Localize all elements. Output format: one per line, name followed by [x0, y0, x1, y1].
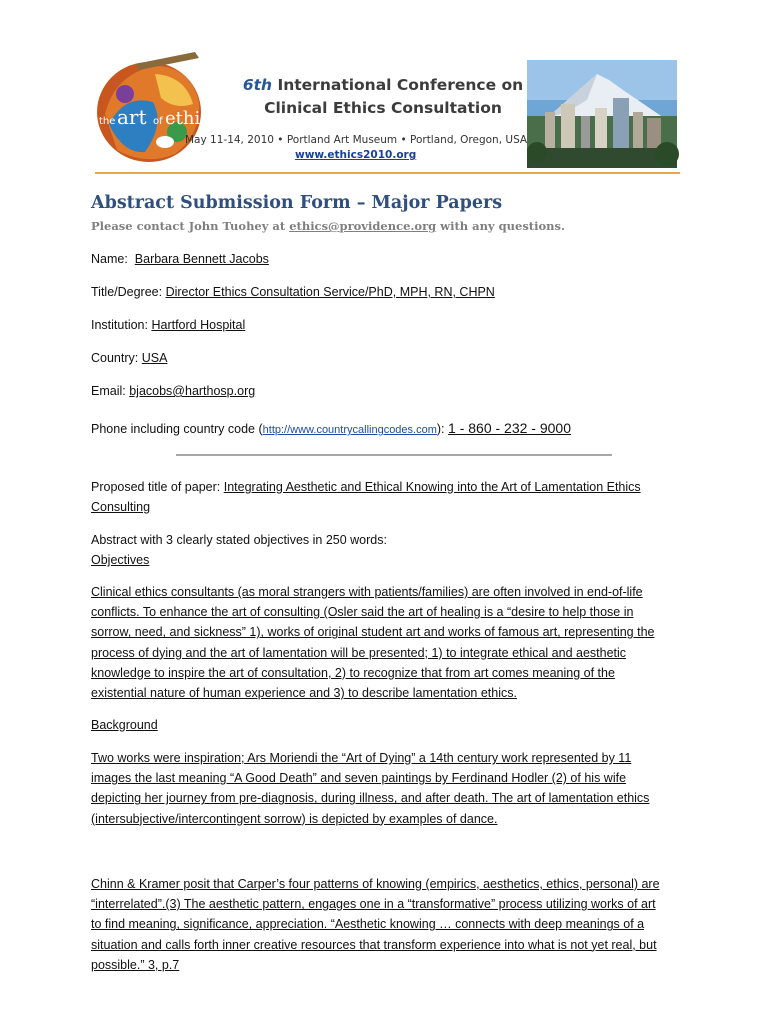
section-divider: [176, 454, 612, 456]
logo-word-of: of: [153, 116, 163, 127]
country-field: [91, 351, 167, 365]
conference-ordinal: 6th: [242, 76, 273, 94]
country-codes-link[interactable]: http://www.countrycallingcodes.com: [262, 424, 437, 436]
background-line: depicting her journey from pre-diagnosis, during illness, and after death. The art of lamentation ethics: [91, 791, 650, 806]
form-title: Abstract Submission Form – Major Papers: [91, 193, 503, 213]
abstract-label: [91, 530, 687, 570]
chinn-line: Chinn & Kramer posit that Carper’s four patterns of knowing (empirics, aesthetics, ethics, personal) are: [91, 877, 660, 891]
objectives-line: existential nature of human experience and 3) to describe lamentation ethics.: [91, 686, 517, 701]
logo-word-ethics: ethics: [165, 108, 220, 129]
background-line: images the last meaning “A Good Death” and seven paintings by Ferdinand Hodler (2) of his wife: [91, 771, 627, 786]
contact-prefix: Please contact John Tuohey at: [91, 219, 290, 233]
institution-label: Institution:: [91, 318, 148, 332]
objectives-line: sorrow, need, and sickness” 1), works of original student art and works of famous art, representing the: [91, 625, 655, 640]
background-line: Two works were inspiration; Ars Moriendi the “Art of Dying” a 14th century work represented by 11: [91, 751, 632, 765]
objectives-paragraph[interactable]: [91, 582, 687, 703]
contact-suffix: with any questions.: [436, 219, 566, 233]
name-value[interactable]: Barbara Bennett Jacobs: [134, 252, 269, 266]
name-label: Name:: [91, 252, 128, 266]
proposed-title-value[interactable]: Integrating Aesthetic and Ethical Knowing into the Art of Lamentation Ethics: [223, 480, 641, 494]
background-paragraph[interactable]: [91, 748, 687, 829]
phone-value[interactable]: 1 - 860 - 232 - 9000: [448, 420, 571, 436]
proposed-title-value-cont[interactable]: Consulting: [91, 500, 151, 515]
conference-banner: [95, 48, 680, 174]
email-field: [91, 384, 255, 398]
email-value[interactable]: bjacobs@harthosp.org: [129, 384, 256, 398]
name-field: [91, 252, 269, 266]
conference-details: May 11-14, 2010 • Portland Art Museum • Portland, Oregon, USA: [185, 134, 528, 146]
portland-skyline-photo: [527, 60, 677, 168]
logo-word-art: art: [117, 105, 147, 129]
phone-label-post: ):: [436, 422, 445, 436]
abstract-label-text: Abstract with 3 clearly stated objectives in 250 words:: [91, 533, 387, 547]
conference-title-line2: Clinical Ethics Consultation: [264, 99, 502, 117]
chinn-line: situation and calls forth inner creative resources that transform experience into what is not yet real, but: [91, 937, 657, 952]
institution-value[interactable]: Hartford Hospital: [151, 318, 246, 332]
chinn-line: “interrelated”.(3) The aesthetic pattern, engages one in a “transformative” process utilizing works of art: [91, 897, 656, 912]
title-degree-value[interactable]: Director Ethics Consultation Service/PhD, MPH, RN, CHPN: [165, 285, 495, 299]
conference-website-link[interactable]: www.ethics2010.org: [295, 149, 417, 161]
email-label: Email:: [91, 384, 126, 398]
conference-title-line1: International Conference on: [277, 76, 524, 94]
phone-field: [91, 420, 571, 436]
title-degree-field: [91, 285, 495, 299]
proposed-title-block: [91, 477, 687, 517]
objectives-line: Clinical ethics consultants (as moral strangers with patients/families) are often involved in end-of-life: [91, 585, 643, 599]
country-label: Country:: [91, 351, 139, 365]
banner-divider: [95, 172, 680, 174]
conference-title: [233, 74, 533, 120]
chinn-kramer-paragraph[interactable]: [91, 874, 687, 975]
contact-line: [91, 219, 565, 233]
objectives-line: knowledge to inspire the art of consultation, 2) to recognize that from art comes meaning of the: [91, 665, 615, 680]
contact-email-link[interactable]: ethics@providence.org: [289, 219, 437, 233]
chinn-line: possible.” 3, p.7: [91, 957, 180, 972]
art-of-ethics-palette-logo: [95, 54, 220, 166]
chinn-line: to find meaning, significance, appreciation. “Aesthetic knowing … connects with deep meanings of a: [91, 917, 645, 932]
country-value[interactable]: USA: [141, 351, 168, 365]
phone-label-pre: Phone including country code (: [91, 422, 263, 436]
objectives-line: process of dying and the art of lamentation will be presented; 1) to integrate ethical and aesthetic: [91, 645, 627, 660]
institution-field: [91, 318, 245, 332]
logo-word-the: the: [99, 116, 116, 127]
objectives-line: conflicts. To enhance the art of consulting (Osler said the art of healing is a “desire to help those in: [91, 605, 634, 620]
background-heading-block: [91, 715, 687, 735]
title-degree-label: Title/Degree:: [91, 285, 163, 299]
proposed-title-label: Proposed title of paper:: [91, 480, 221, 494]
proposed-title-line-1: [91, 477, 687, 497]
objectives-heading: Objectives: [91, 553, 150, 568]
background-line: (intersubjective/intercontingent sorrow) is depicted by examples of dance.: [91, 811, 498, 826]
background-heading: Background: [91, 718, 158, 732]
